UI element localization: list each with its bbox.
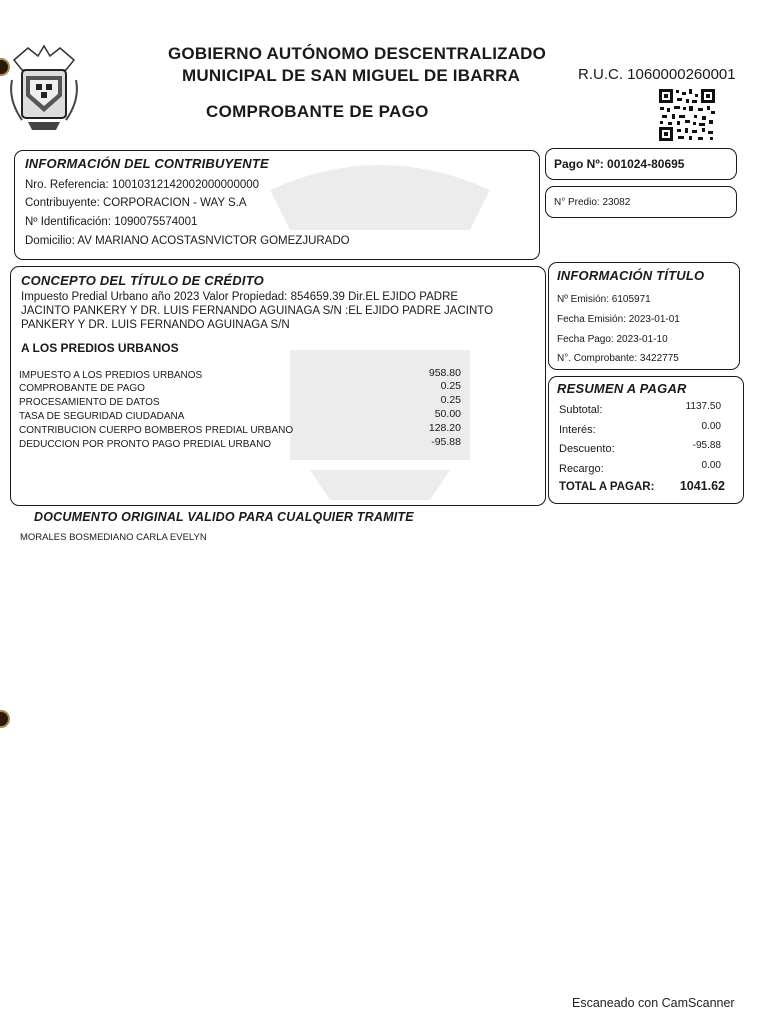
total-value: 1041.62 — [679, 479, 725, 493]
subtotal-label: Subtotal: — [559, 404, 603, 416]
credit-concept-box — [10, 266, 546, 506]
interest-label: Interés: — [559, 424, 596, 436]
concept-description-line3: PANKERY Y DR. LUIS FERNANDO AGUINAGA S/N — [21, 319, 290, 331]
title-info-heading: INFORMACIÓN TÍTULO — [557, 268, 705, 283]
discount-label: Descuento: — [559, 443, 615, 455]
reference-number: Nro. Referencia: 10010312142002000000000 — [25, 179, 260, 191]
payment-number-box — [545, 148, 737, 180]
concept-description-line1: Impuesto Predial Urbano año 2023 Valor Propiedad: 854659.39 Dir.EL EJIDO PADRE — [21, 291, 459, 303]
line-item-value: 128.20 — [428, 422, 461, 434]
payment-summary-box — [548, 376, 744, 504]
line-item-label: TASA DE SEGURIDAD CIUDADANA — [19, 411, 185, 422]
emission-number: Nº Emisión: 6105971 — [557, 294, 651, 305]
credit-concept-heading: CONCEPTO DEL TÍTULO DE CRÉDITO — [21, 273, 264, 288]
line-item-label: IMPUESTO A LOS PREDIOS URBANOS — [19, 370, 203, 381]
binder-hole — [0, 710, 10, 728]
line-item-value: 0.25 — [440, 380, 461, 392]
interest-value: 0.00 — [701, 421, 721, 432]
surcharge-label: Recargo: — [559, 463, 604, 475]
taxpayer-id: Nº Identificación: 1090075574001 — [25, 216, 198, 228]
concept-subheading: A LOS PREDIOS URBANOS — [21, 341, 179, 355]
line-item-label: COMPROBANTE DE PAGO — [19, 383, 145, 394]
payment-date: Fecha Pago: 2023-01-10 — [557, 334, 668, 345]
surcharge-value: 0.00 — [701, 460, 721, 471]
subtotal-value: 1137.50 — [685, 401, 721, 412]
line-item-value: 50.00 — [434, 408, 461, 420]
scanner-watermark: Escaneado con CamScanner — [572, 996, 735, 1010]
line-item-value: -95.88 — [431, 436, 461, 448]
qr-code-icon — [658, 88, 716, 142]
title-info-box — [548, 262, 740, 370]
taxpayer-info-heading: INFORMACIÓN DEL CONTRIBUYENTE — [25, 156, 269, 171]
concept-description-line2: JACINTO PANKERY Y DR. LUIS FERNANDO AGUINAGA S/N :EL EJIDO PADRE JACINTO — [21, 305, 494, 317]
validity-notice: DOCUMENTO ORIGINAL VALIDO PARA CUALQUIER TRAMITE — [34, 510, 414, 524]
total-label: TOTAL A PAGAR: — [559, 481, 655, 493]
discount-value: -95.88 — [692, 440, 721, 451]
taxpayer-info-box — [14, 150, 540, 260]
line-item-value: 958.80 — [428, 367, 461, 379]
taxpayer-address: Domicilio: AV MARIANO ACOSTASNVICTOR GOMEZJURADO — [25, 235, 350, 247]
line-item-value: 0.25 — [440, 394, 461, 406]
ruc-number: R.U.C. 1060000260001 — [578, 66, 736, 83]
payment-number: Pago Nº: 001024-80695 — [554, 157, 685, 171]
issuer-name-line2: MUNICIPAL DE SAN MIGUEL DE IBARRA — [182, 66, 521, 85]
property-number-box — [545, 186, 737, 218]
property-number: N° Predio: 23082 — [554, 197, 631, 208]
payment-summary-heading: RESUMEN A PAGAR — [557, 381, 687, 396]
receipt-number: N°. Comprobante: 3422775 — [557, 353, 679, 364]
document-title: COMPROBANTE DE PAGO — [206, 102, 429, 121]
line-item-label: CONTRIBUCION CUERPO BOMBEROS PREDIAL URBANO — [19, 425, 294, 436]
signer-name: MORALES BOSMEDIANO CARLA EVELYN — [20, 532, 207, 543]
line-item-label: PROCESAMIENTO DE DATOS — [19, 397, 160, 408]
line-item-label: DEDUCCION POR PRONTO PAGO PREDIAL URBANO — [19, 439, 272, 450]
issuer-name-line1: GOBIERNO AUTÓNOMO DESCENTRALIZADO — [168, 44, 547, 63]
taxpayer-name: Contribuyente: CORPORACION - WAY S.A — [25, 197, 247, 209]
emission-date: Fecha Emisión: 2023-01-01 — [557, 314, 680, 325]
coat-of-arms-icon — [8, 40, 80, 132]
